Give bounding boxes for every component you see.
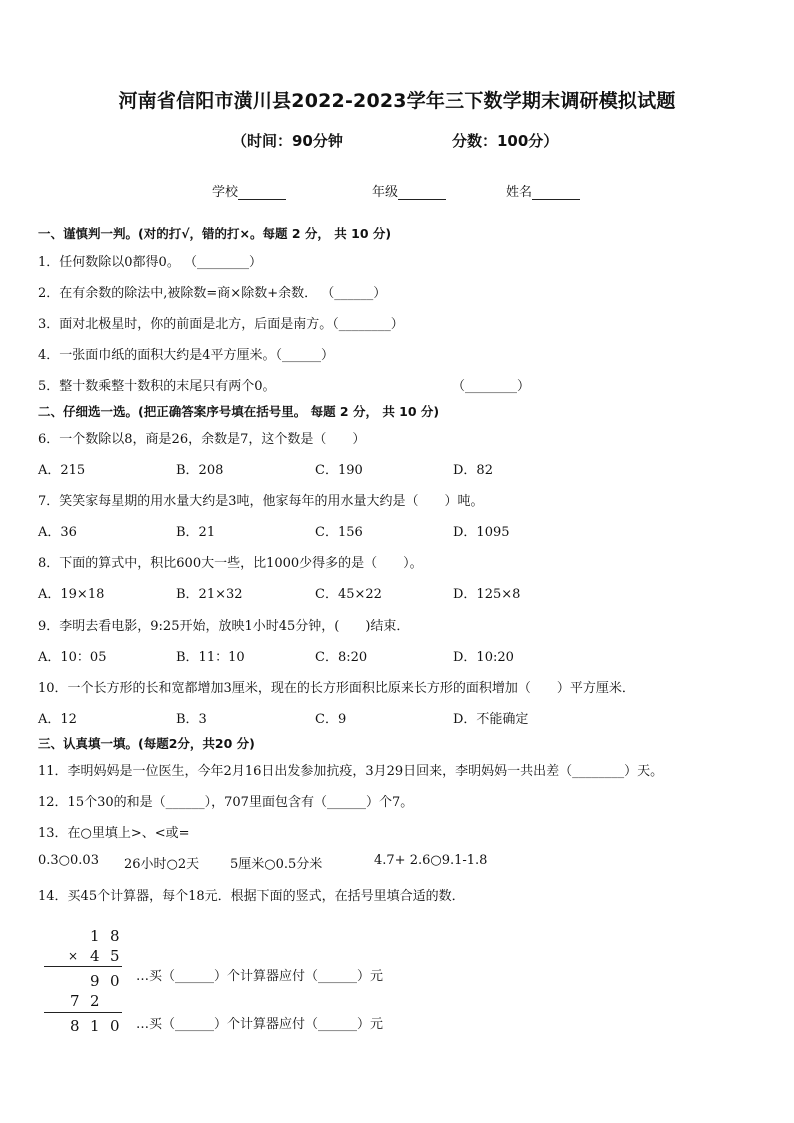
question-4: 4．一张面巾纸的面积大约是4平方厘米。（______） [38, 348, 335, 363]
calc-r2-d1: 4 [90, 947, 100, 965]
calc-note-1[interactable]: …买（______）个计算器应付（______）元 [136, 969, 384, 984]
q9-option-b[interactable]: B．11：10 [176, 650, 245, 665]
question-8: 8．下面的算式中，积比600大一些，比1000少得多的是（ ）。 [38, 556, 423, 571]
question-12: 12．15个30的和是（______），707里面包含有（______）个7。 [38, 795, 414, 810]
calc-r1-d2: 8 [110, 927, 120, 945]
calc-rule-1 [44, 966, 122, 967]
q13-item-3[interactable]: 5厘米○0.5分米 [230, 857, 323, 872]
calc-times-sign: × [68, 949, 79, 963]
q6-option-c[interactable]: C．190 [315, 463, 363, 478]
q9-option-a[interactable]: A．10：05 [38, 650, 107, 665]
q7-option-c[interactable]: C．156 [315, 525, 363, 540]
q13-item-4[interactable]: 4.7+ 2.6○9.1-1.8 [374, 853, 488, 868]
section3-heading: 三、认真填一填。(每题2分，共20 分) [38, 736, 255, 751]
question-5: 5．整十数乘整十数积的末尾只有两个0。 [38, 379, 276, 394]
question-2: 2．在有余数的除法中,被除数=商×除数+余数． （______） [38, 286, 387, 301]
question-11: 11．李明妈妈是一位医生，今年2月16日出发参加抗疫，3月29日回来，李明妈妈一共出差（________）天。 [38, 764, 664, 779]
q13-item-1[interactable]: 0.3○0.03 [38, 853, 99, 868]
school-blank[interactable] [238, 186, 286, 200]
q6-option-b[interactable]: B．208 [176, 463, 224, 478]
q7-option-b[interactable]: B．21 [176, 525, 216, 540]
grade-blank[interactable] [398, 186, 446, 200]
q8-option-d[interactable]: D．125×8 [453, 587, 521, 602]
q6-option-a[interactable]: A．215 [38, 463, 86, 478]
question-9: 9．李明去看电影，9:25开始，放映1小时45分钟，( )结束． [38, 619, 410, 634]
q6-option-d[interactable]: D．82 [453, 463, 493, 478]
calc-r3-d2: 0 [110, 972, 120, 990]
q9-option-d[interactable]: D．10:20 [453, 650, 514, 665]
q10-option-c[interactable]: C．9 [315, 712, 347, 727]
q10-option-b[interactable]: B．3 [176, 712, 207, 727]
name-field[interactable] [506, 181, 580, 200]
question-13: 13．在○里填上>、<或= [38, 826, 190, 841]
name-blank[interactable] [532, 186, 580, 200]
vertical-multiplication [40, 925, 130, 1035]
calc-r4-d1: 7 [70, 992, 80, 1010]
question-1: 1．任何数除以0都得0。 （________） [38, 255, 262, 270]
q10-option-a[interactable]: A．12 [38, 712, 77, 727]
section2-heading: 二、仔细选一选。(把正确答案序号填在括号里。 每题 2 分， 共 10 分) [38, 404, 440, 419]
grade-field[interactable] [372, 181, 446, 200]
calc-r4-d2: 2 [90, 992, 100, 1010]
calc-r1-d1: 1 [90, 927, 100, 945]
question-3: 3．面对北极星时，你的前面是北方，后面是南方。（________） [38, 317, 404, 332]
calc-r5-d2: 1 [90, 1017, 100, 1035]
q8-option-b[interactable]: B．21×32 [176, 587, 243, 602]
q13-item-2[interactable]: 26小时○2天 [124, 857, 200, 872]
exam-score: 分数：100分） [452, 132, 559, 150]
question-10: 10．一个长方形的长和宽都增加3厘米，现在的长方形面积比原来长方形的面积增加（ ）平方厘米． [38, 681, 635, 696]
calc-rule-2 [44, 1012, 122, 1013]
q9-option-c[interactable]: C．8:20 [315, 650, 368, 665]
q8-option-c[interactable]: C．45×22 [315, 587, 382, 602]
q10-option-d[interactable]: D．不能确定 [453, 712, 529, 727]
name-label: 姓名 [506, 185, 533, 200]
calc-note-2[interactable]: …买（______）个计算器应付（______）元 [136, 1017, 384, 1032]
question-7: 7．笑笑家每星期的用水量大约是3吨，他家每年的用水量大约是（ ）吨。 [38, 494, 484, 509]
grade-label: 年级 [372, 185, 399, 200]
exam-time: （时间：90分钟 [232, 132, 343, 150]
question-5-blank[interactable]: （________） [452, 379, 531, 394]
page-title: 河南省信阳市潢川县2022-2023学年三下数学期末调研模拟试题 [118, 90, 676, 112]
question-14: 14．买45个计算器，每个18元．根据下面的竖式，在括号里填合适的数． [38, 889, 465, 904]
question-6: 6．一个数除以8，商是26，余数是7，这个数是（ ） [38, 432, 366, 447]
q8-option-a[interactable]: A．19×18 [38, 587, 105, 602]
q7-option-a[interactable]: A．36 [38, 525, 77, 540]
calc-r5-d3: 0 [110, 1017, 120, 1035]
calc-r3-d1: 9 [90, 972, 100, 990]
school-label: 学校 [212, 185, 239, 200]
q7-option-d[interactable]: D．1095 [453, 525, 510, 540]
calc-r5-d1: 8 [70, 1017, 80, 1035]
calc-r2-d2: 5 [110, 947, 120, 965]
school-field[interactable] [212, 181, 286, 200]
section1-heading: 一、谨慎判一判。(对的打√，错的打×。每题 2 分， 共 10 分) [38, 226, 392, 241]
